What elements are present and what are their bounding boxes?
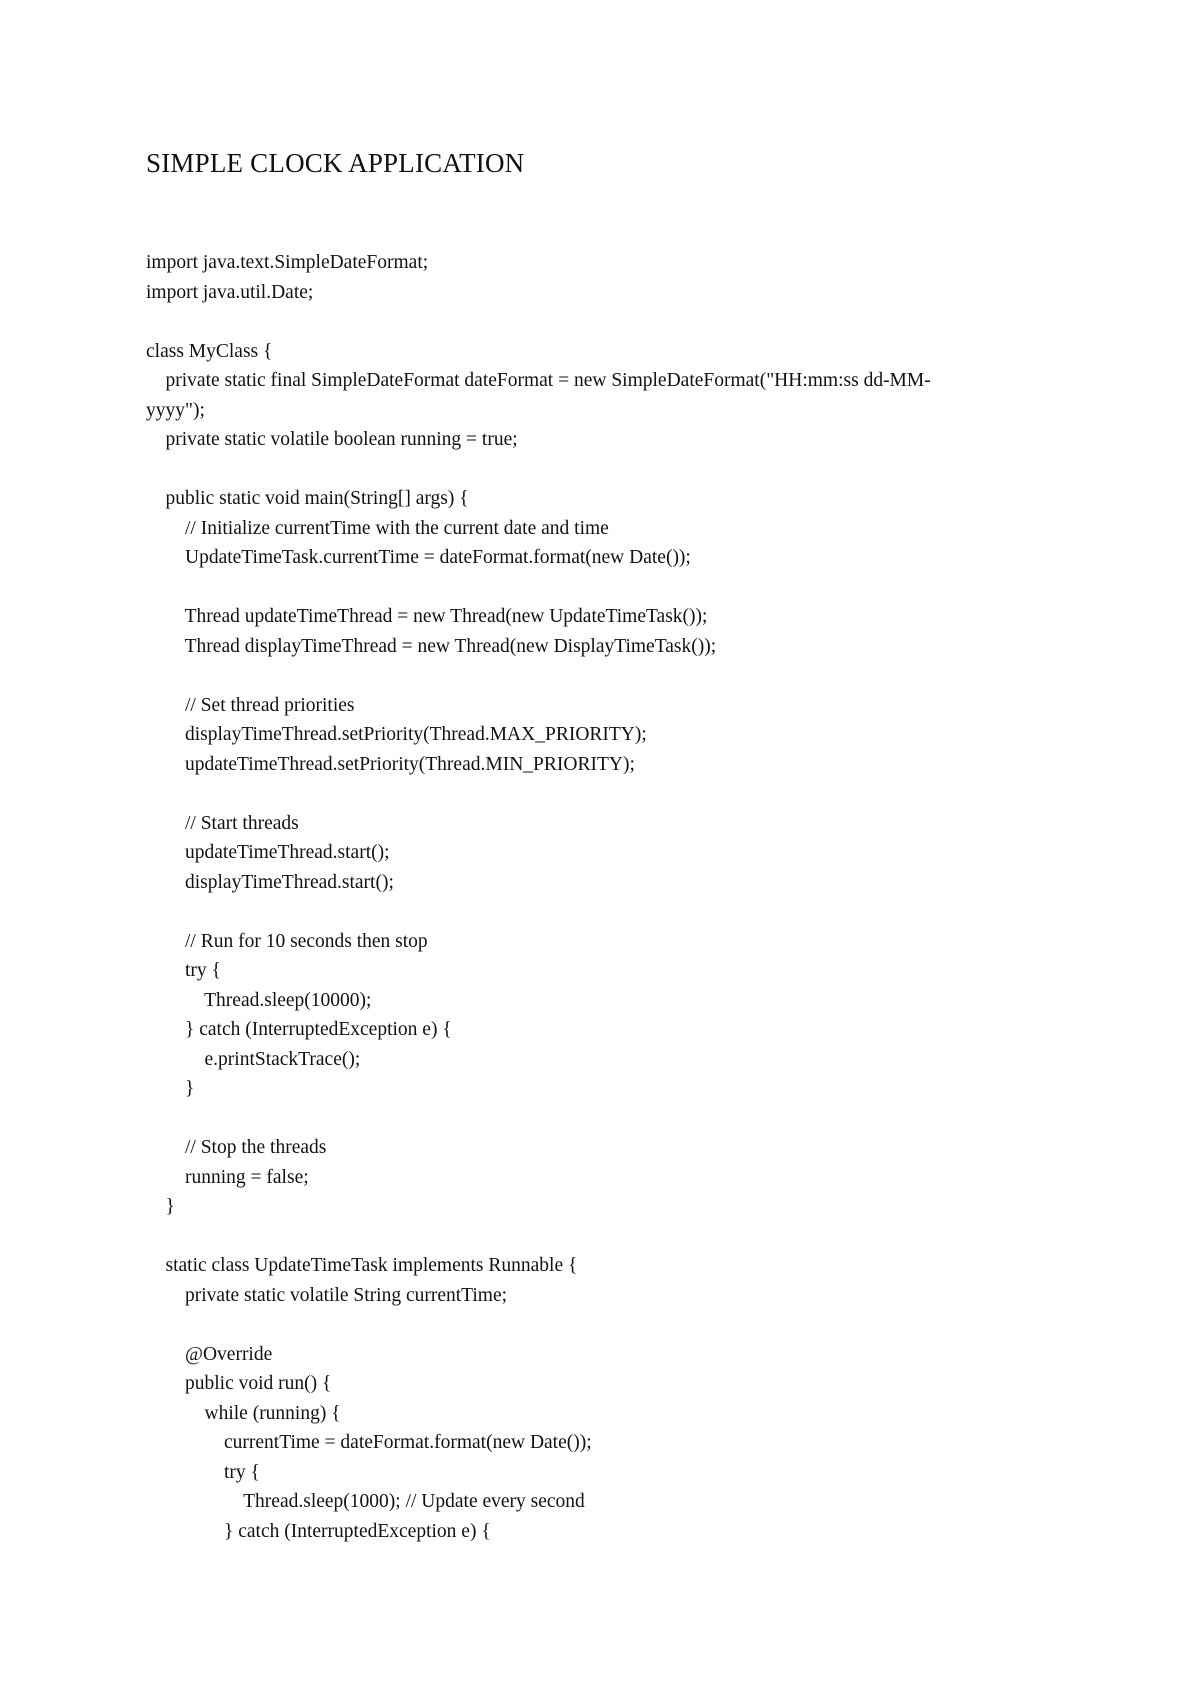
code-line: private static volatile String currentTime; (146, 1284, 508, 1306)
code-line: updateTimeThread.setPriority(Thread.MIN_PRIORITY); (146, 753, 635, 775)
code-line: private static volatile boolean running = true; (146, 429, 518, 450)
code-line: Thread.sleep(10000); (146, 989, 372, 1011)
code-line: // Set thread priorities (146, 694, 355, 716)
code-line: static class UpdateTimeTask implements Runnable { (146, 1255, 578, 1276)
code-line: private static final SimpleDateFormat dateFormat = new SimpleDateFormat("HH:mm:ss dd-MM- (146, 370, 931, 391)
code-line: public void run() { (146, 1373, 332, 1394)
code-line: // Initialize currentTime with the current date and time (146, 517, 609, 539)
code-line: displayTimeThread.setPriority(Thread.MAX_PRIORITY); (146, 724, 647, 745)
code-line: displayTimeThread.start(); (146, 871, 394, 893)
code-line: } (146, 1196, 175, 1217)
code-line: Thread.sleep(1000); // Update every second (146, 1491, 585, 1512)
code-line: // Stop the threads (146, 1137, 327, 1158)
code-line (146, 779, 1066, 809)
code-line: Thread updateTimeThread = new Thread(new UpdateTimeTask()); (146, 606, 708, 627)
code-line (146, 307, 1066, 337)
code-line: } catch (InterruptedException e) { (146, 1520, 491, 1542)
code-line (146, 897, 1066, 927)
code-line (146, 455, 1066, 485)
code-line: updateTimeThread.start(); (146, 842, 390, 863)
code-line (146, 1104, 1066, 1134)
code-line: currentTime = dateFormat.format(new Date()); (146, 1432, 592, 1453)
code-line: // Start threads (146, 812, 299, 834)
code-line: import java.text.SimpleDateFormat; (146, 252, 429, 273)
code-line: @Override (146, 1343, 273, 1365)
code-line (146, 573, 1066, 603)
code-line: // Run for 10 seconds then stop (146, 930, 428, 952)
code-line: try { (146, 1461, 260, 1483)
code-line: yyyy"); (146, 399, 205, 421)
code-line: public static void main(String[] args) { (146, 488, 469, 509)
code-line: import java.util.Date; (146, 281, 314, 303)
code-line: class MyClass { (146, 340, 273, 362)
code-listing (146, 248, 1066, 1546)
code-line: e.printStackTrace(); (146, 1048, 361, 1070)
code-line: } catch (InterruptedException e) { (146, 1019, 452, 1040)
code-line: running = false; (146, 1166, 309, 1188)
document-title: SIMPLE CLOCK APPLICATION (146, 148, 525, 178)
code-line (146, 1222, 1066, 1252)
code-line (146, 661, 1066, 691)
code-line: try { (146, 960, 221, 981)
code-line: } (146, 1078, 195, 1099)
code-line (146, 1310, 1066, 1340)
code-line: Thread displayTimeThread = new Thread(new DisplayTimeTask()); (146, 635, 717, 657)
code-line: while (running) { (146, 1402, 341, 1424)
code-line: UpdateTimeTask.currentTime = dateFormat.format(new Date()); (146, 547, 691, 568)
